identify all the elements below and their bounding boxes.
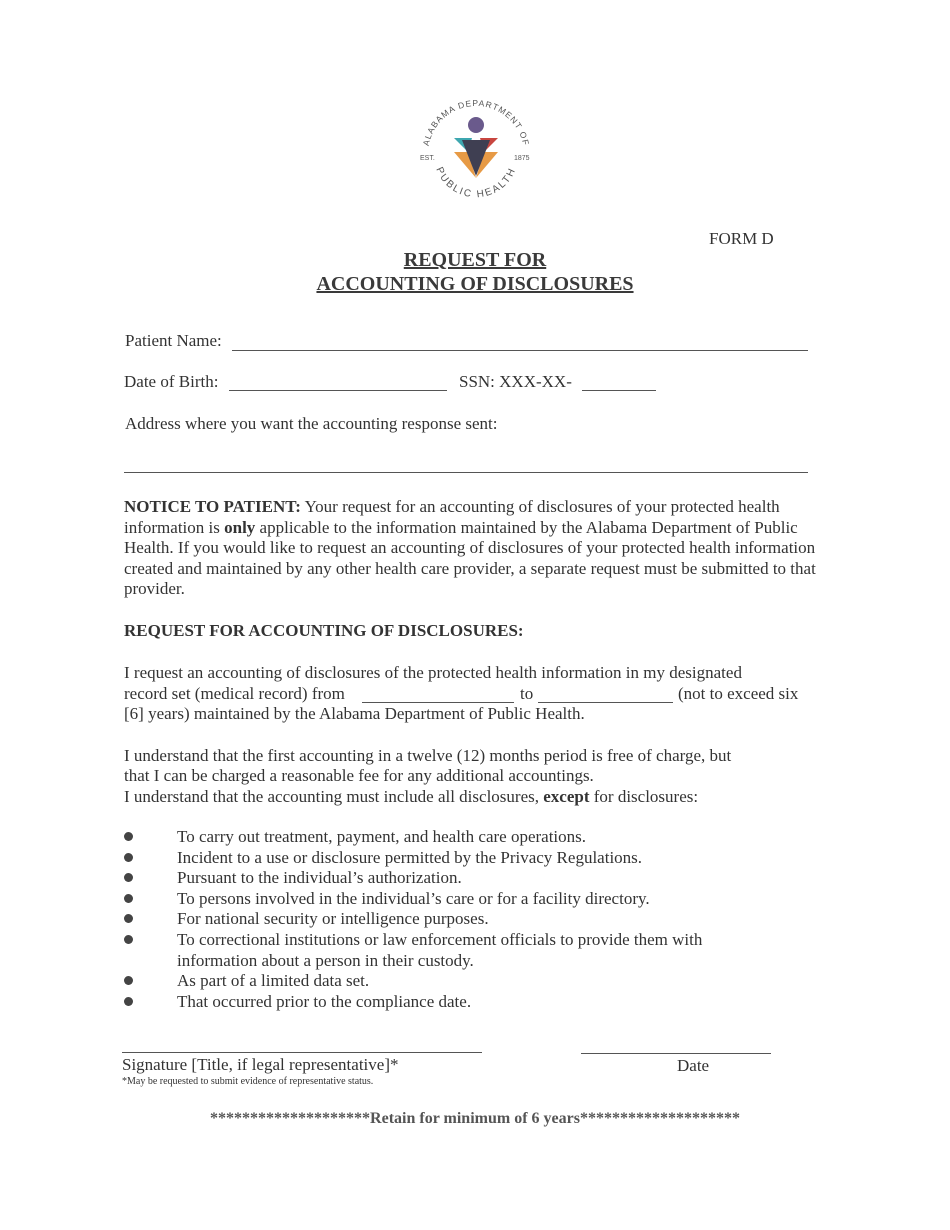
bullet-icon bbox=[124, 914, 133, 923]
bullet-icon bbox=[124, 976, 133, 985]
svg-text:EST.: EST. bbox=[420, 155, 435, 162]
list-item: That occurred prior to the compliance date. bbox=[124, 992, 844, 1013]
notice-paragraph: NOTICE TO PATIENT: Your request for an accounting of disclosures of your protected health information is only applicable to the information maintained by the Alabama Department of Public Health. If you would like to request an accounting of disclosures of your protected health information created and maintained by any other health care provider, a separate request must be submitted to that provider. bbox=[124, 497, 816, 599]
request-line-3: [6] years) maintained by the Alabama Department of Public Health. bbox=[124, 704, 585, 723]
request-line-1: I request an accounting of disclosures of the protected health information in my designated bbox=[124, 663, 742, 682]
patient-name-field[interactable] bbox=[232, 350, 808, 351]
signature-label: Signature [Title, if legal representative]* bbox=[122, 1055, 399, 1074]
list-item: Pursuant to the individual’s authorization. bbox=[124, 868, 844, 889]
signature-field[interactable] bbox=[122, 1052, 482, 1053]
bullet-icon bbox=[124, 935, 133, 944]
form-identifier: FORM D bbox=[709, 229, 774, 248]
svg-text:ALABAMA DEPARTMENT OF: ALABAMA DEPARTMENT OF bbox=[420, 97, 532, 147]
date-of-birth-field[interactable] bbox=[229, 390, 447, 391]
retention-notice: ********************Retain for minimum of 6 years******************** bbox=[210, 1110, 740, 1127]
list-item: Incident to a use or disclosure permitted by the Privacy Regulations. bbox=[124, 848, 844, 869]
date-field[interactable] bbox=[581, 1053, 771, 1054]
list-item: To correctional institutions or law enforcement officials to provide them with information about a person in their custody. bbox=[124, 930, 707, 971]
request-line-2-start: record set (medical record) from bbox=[124, 684, 345, 703]
address-field[interactable] bbox=[124, 472, 808, 473]
date-label: Date bbox=[677, 1056, 710, 1075]
request-line-2-to: to bbox=[520, 684, 534, 703]
patient-name-label: Patient Name: bbox=[125, 331, 222, 350]
notice-label: NOTICE TO PATIENT: bbox=[124, 497, 301, 516]
form-title-line-1: REQUEST FOR bbox=[403, 249, 547, 271]
understand-line-1: I understand that the first accounting in a twelve (12) months period is free of charge, but bbox=[124, 746, 732, 765]
department-seal-logo bbox=[410, 90, 542, 210]
section-heading: REQUEST FOR ACCOUNTING OF DISCLOSURES: bbox=[124, 621, 524, 640]
understand-line-2: that I can be charged a reasonable fee for any additional accountings. bbox=[124, 766, 594, 785]
list-item: As part of a limited data set. bbox=[124, 971, 844, 992]
bullet-icon bbox=[124, 853, 133, 862]
list-item: To persons involved in the individual’s care or for a facility directory. bbox=[124, 889, 844, 910]
understand-line-3: I understand that the accounting must include all disclosures, except for disclosures: bbox=[124, 787, 699, 806]
ssn-field[interactable] bbox=[582, 390, 656, 391]
svg-text:1875: 1875 bbox=[514, 155, 530, 162]
list-item: To carry out treatment, payment, and health care operations. bbox=[124, 827, 844, 848]
seal-emblem-icon bbox=[410, 90, 542, 210]
bullet-icon bbox=[124, 873, 133, 882]
list-item: For national security or intelligence purposes. bbox=[124, 909, 844, 930]
signature-note: *May be requested to submit evidence of representative status. bbox=[122, 1076, 374, 1087]
from-date-field[interactable] bbox=[362, 702, 514, 703]
date-of-birth-label: Date of Birth: bbox=[124, 372, 219, 391]
ssn-label: SSN: XXX-XX- bbox=[459, 372, 572, 391]
to-date-field[interactable] bbox=[538, 702, 673, 703]
bullet-icon bbox=[124, 832, 133, 841]
address-label: Address where you want the accounting response sent: bbox=[125, 414, 498, 433]
svg-text:PUBLIC HEALTH: PUBLIC HEALTH bbox=[433, 165, 519, 201]
bullet-icon bbox=[124, 997, 133, 1006]
form-title-line-2: ACCOUNTING OF DISCLOSURES bbox=[316, 273, 634, 295]
exceptions-list bbox=[124, 827, 844, 1012]
request-line-2-end: (not to exceed six bbox=[678, 684, 799, 703]
bullet-icon bbox=[124, 894, 133, 903]
